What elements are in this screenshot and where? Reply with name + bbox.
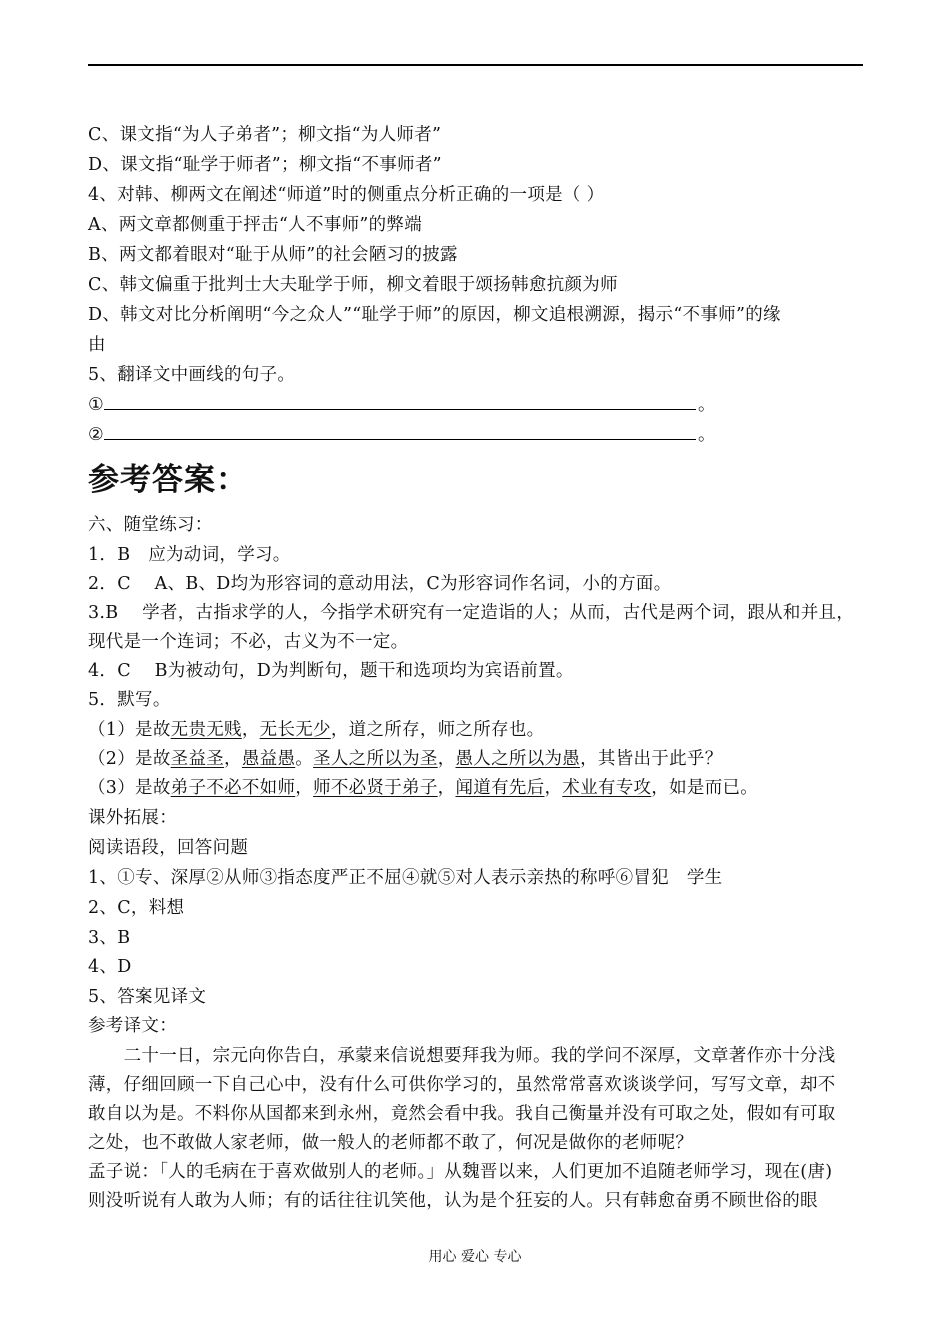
dictation-text: ，道之所存，师之所存也。 (330, 720, 545, 740)
answer-4: 4．C B为被动句，D为判断句，题干和选项均为宾语前置。 (88, 661, 574, 681)
dictation-text: ， (544, 778, 563, 798)
blank-marker: ② (88, 425, 104, 445)
underlined-phrase: 术业有专攻 (562, 778, 652, 798)
blank-period: 。 (698, 395, 716, 415)
underlined-phrase: 愚人之所以为愚 (455, 749, 581, 769)
answer-1: 1．B 应为动词，学习。 (88, 545, 291, 565)
extension-answer-2: 2、C，料想 (88, 898, 185, 918)
answers-heading: 参考答案： (88, 462, 248, 498)
q4-option-d-line1: D、韩文对比分析阐明“今之众人”“耻学于师”的原因，柳文追根溯源，揭示“不事师”的缘 (88, 305, 781, 325)
dictation-text: ， (437, 778, 456, 798)
underlined-phrase: 闻道有先后 (455, 778, 545, 798)
extension-title: 课外拓展： (88, 808, 177, 828)
q4-option-b: B、两文都着眼对“耻于从师”的社会陋习的披露 (88, 245, 458, 265)
header-rule (88, 64, 863, 66)
translation-line-4: 之处，也不敢做人家老师，做一般人的老师都不敢了，何况是做你的老师呢？ (88, 1133, 694, 1153)
translation-line-6: 则没听说有人敢为人师；有的话往往讥笑他，认为是个狂妄的人。只有韩愈奋勇不顾世俗的眼 (88, 1191, 818, 1211)
translation-label: 参考译文： (88, 1016, 177, 1036)
dictation-3 (88, 776, 758, 800)
dictation-text: ，如是而已。 (651, 778, 759, 798)
answer-blank-2[interactable] (88, 423, 716, 447)
translation-line-1: 二十一日，宗元向你告白，承蒙来信说想要拜我为师。我的学问不深厚，文章著作亦十分浅 (88, 1046, 836, 1066)
underlined-phrase: 圣人之所以为圣 (313, 749, 438, 769)
dictation-text: 。 (295, 749, 314, 769)
blank-line[interactable] (104, 393, 696, 410)
q3-option-d: D、课文指“耻学于师者”；柳文指“不事师者” (88, 155, 442, 175)
translation-line-2: 薄，仔细回顾一下自己心中，没有什么可供你学习的，虽然常常喜欢谈谈学问，写写文章，却不 (88, 1075, 836, 1095)
dictation-text: ，其皆出于此乎？ (580, 749, 723, 769)
extension-answer-4: 4、D (88, 957, 132, 977)
q5-stem: 5、翻译文中画线的句子。 (88, 365, 296, 385)
blank-marker: ① (88, 395, 104, 415)
section-6-title: 六、随堂练习： (88, 515, 213, 535)
underlined-phrase: 师不必贤于弟子 (313, 778, 438, 798)
underlined-phrase: 弟子不必不如师 (170, 778, 296, 798)
dictation-text: （3）是故 (88, 778, 171, 798)
answer-5: 5．默写。 (88, 690, 171, 710)
page-footer: 用心 爱心 专心 (428, 1249, 522, 1265)
q4-option-a: A、两文章都侧重于抨击“人不事师”的弊端 (88, 215, 423, 235)
dictation-1 (88, 718, 544, 742)
extension-answer-1: 1、①专、深厚②从师③指态度严正不屈④就⑤对人表示亲热的称呼⑥冒犯 学生 (88, 868, 723, 888)
underlined-phrase: 圣益圣 (170, 749, 225, 769)
extension-answer-5: 5、答案见译文 (88, 987, 207, 1007)
answer-3-line1: 3.B 学者，古指求学的人，今指学术研究有一定造诣的人；从而，古代是两个词，跟从和并且， (88, 603, 855, 623)
translation-line-5: 孟子说：「人的毛病在于喜欢做别人的老师。」从魏晋以来，人们更加不追随老师学习，现在(唐) (88, 1162, 833, 1182)
dictation-text: ， (224, 749, 242, 769)
underlined-phrase: 无贵无贱 (170, 720, 242, 740)
dictation-text: ， (241, 720, 260, 740)
q4-option-d-line2: 由 (88, 335, 106, 355)
q4-option-c: C、韩文偏重于批判士大夫耻学于师，柳文着眼于颂扬韩愈抗颜为师 (88, 275, 618, 295)
dictation-text: ， (437, 749, 456, 769)
dictation-text: （1）是故 (88, 720, 171, 740)
extension-answer-3: 3、B (88, 928, 131, 948)
answer-3-line2: 现代是一个连词；不必，古义为不一定。 (88, 632, 409, 652)
underlined-phrase: 愚益愚 (241, 749, 296, 769)
q3-option-c: C、课文指“为人子弟者”；柳文指“为人师者” (88, 125, 442, 145)
dictation-text: （2）是故 (88, 749, 171, 769)
answer-2: 2．C A、B、D均为形容词的意动用法，C为形容词作名词，小的方面。 (88, 574, 672, 594)
reading-title: 阅读语段，回答问题 (88, 838, 249, 858)
q4-stem: 4、对韩、柳两文在阐述“师道”时的侧重点分析正确的一项是（ ） (88, 185, 605, 205)
answer-blank-1[interactable] (88, 393, 716, 417)
blank-period: 。 (698, 425, 716, 445)
dictation-text: ， (295, 778, 314, 798)
underlined-phrase: 无长无少 (259, 720, 331, 740)
blank-line[interactable] (104, 423, 696, 440)
translation-line-3: 敢自以为是。不料你从国都来到永州，竟然会看中我。我自己衡量并没有可取之处，假如有可取 (88, 1104, 836, 1124)
dictation-2 (88, 747, 723, 771)
